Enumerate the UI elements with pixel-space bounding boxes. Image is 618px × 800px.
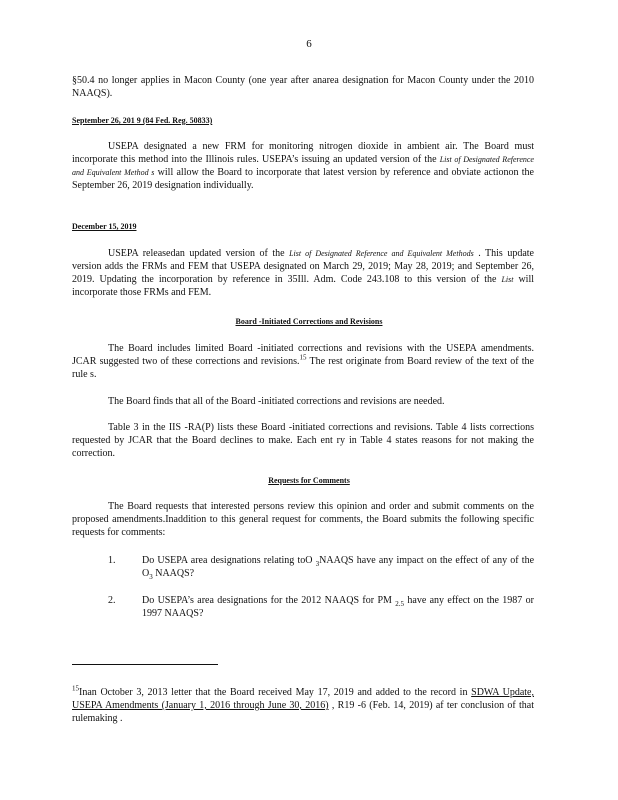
footnote-citation: SDWA Update, USEPA Amendments (January 1, 2016 through June 30, 2016) [72,687,534,711]
list-item-number: 2. [108,595,116,606]
section-heading-december: December 15, 2019 [72,222,137,231]
september-paragraph: USEPA designated a new FRM for monitoring nitrogen dioxide in ambient air. The Board must incorporate this method into the Illinois rules. USEPA’s issuing an updated version of the List of Designated Reference and Equivalent Method s will allow the Board to incorporate that latest version by reference and obviate actionon the September 26, 2019 designation individually. [72,141,534,191]
requests-paragraph: The Board requests that interested persons review this opinion and order and submit comments on the proposed amendments.Inaddition to this general request for comments, the Board submits the following specific requests for comments: [72,501,534,538]
section-heading-requests: Requests for Comments [268,476,350,485]
corrections-paragraph-3: Table 3 in the IIS -RA(P) lists these Board -initiated corrections and revisions. Table 4 lists corrections requested by JCAR that the Board declines to make. Each ent ry in Table 4 states reasons for not making the correction. [72,422,534,459]
list-item-text: Do USEPA’s area designations for the 2012 NAAQS for PM $_{2.5}$ have any effect on the 1987 or 1997 NAAQS? [142,595,534,619]
intro-paragraph: §50.4 no longer applies in Macon County (one year after anarea designation for Macon County under the 2010 NAAQS). [72,75,534,99]
corrections-paragraph-2: The Board finds that all of the Board -initiated corrections and revisions are needed. [108,396,445,407]
list-item-text: Do USEPA area designations relating toO $_3$NAAQS have any impact on the effect of any of the $O_3$ NAAQS? [142,555,535,581]
section-heading-corrections: Board -Initiated Corrections and Revisions [235,317,383,326]
corrections-paragraph-1: The Board includes limited Board -initiated corrections and revisions with the USEPA amendments. JCAR suggested two of these corrections and revisions.$^{15}$ The rest originate from Board review of the text of the rule s. [72,343,534,380]
section-heading-september: September 26, 201 9 (84 Fed. Reg. 50833) [72,116,213,125]
december-paragraph: USEPA releasedan updated version of the List of Designated Reference and Equivalent Methods . This update version adds the FRMs and FEM that USEPA designated on March 29, 2019; May 28, 2019; and September 26, 2019. Updating the incorporation by reference in 35Ill. Adm. Code 243.108 to this version of the List will incorporate those FRMs and FEM. [72,248,534,298]
footnote: $^{15}$Inan October 3, 2013 letter that the Board received May 17, 2019 and added to the record in SDWA Update, USEPA Amendments (January 1, 2016 through June 30, 2016) , R19 -6 (Feb. 14, 2019) af ter conclusion of that rulemaking . [72,684,534,724]
list-item-number: 1. [108,555,116,566]
page-number: 6 [306,38,312,50]
footnote-divider [72,664,218,665]
